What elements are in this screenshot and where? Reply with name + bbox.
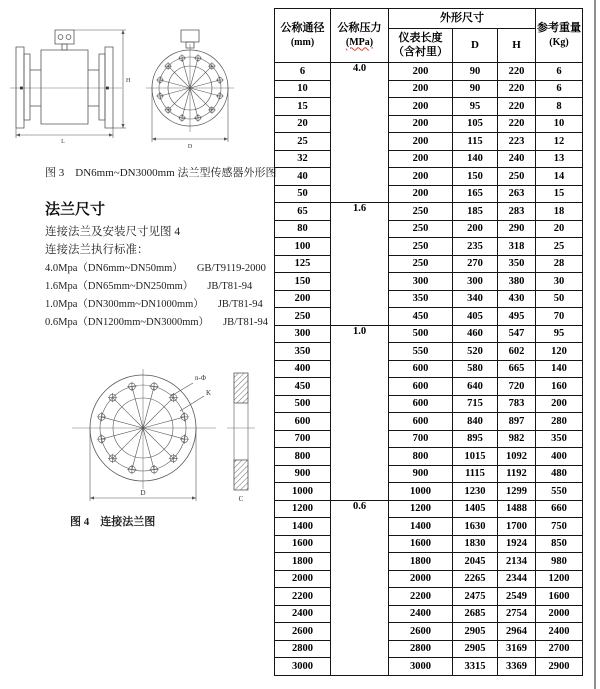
- cell-weight: 2400: [536, 623, 583, 641]
- table-row: [275, 220, 583, 238]
- cell-h: 2549: [498, 588, 536, 606]
- cell-d: 300: [453, 273, 498, 291]
- cell-dn: 50: [275, 185, 331, 203]
- page-edge-line: [594, 0, 596, 689]
- table-row: [275, 378, 583, 396]
- cell-weight: 10: [536, 115, 583, 133]
- cell-d: 150: [453, 168, 498, 186]
- cell-pressure: 0.6: [331, 500, 389, 675]
- figure3-caption: 图 3 DN6mm~DN3000mm 法兰型传感器外形图: [45, 167, 277, 179]
- cell-dn: 15: [275, 98, 331, 116]
- cell-weight: 95: [536, 325, 583, 343]
- cell-h: 3369: [498, 658, 536, 676]
- col-header-weight: 参考重量 (Kg): [536, 9, 583, 63]
- table-row: [275, 640, 583, 658]
- cell-dn: 2000: [275, 570, 331, 588]
- standard-range: 1.6Mpa（DN65mm~DN250mm）: [45, 281, 194, 292]
- cell-weight: 30: [536, 273, 583, 291]
- cell-h: 2964: [498, 623, 536, 641]
- cell-dn: 20: [275, 115, 331, 133]
- cell-d: 1015: [453, 448, 498, 466]
- cell-weight: 13: [536, 150, 583, 168]
- cell-d: 460: [453, 325, 498, 343]
- cell-length: 600: [389, 395, 453, 413]
- cell-h: 283: [498, 203, 536, 221]
- cell-weight: 660: [536, 500, 583, 518]
- cell-h: 1488: [498, 500, 536, 518]
- cell-dn: 300: [275, 325, 331, 343]
- cell-h: 665: [498, 360, 536, 378]
- cell-dn: 150: [275, 273, 331, 291]
- table-row: [275, 133, 583, 151]
- cell-h: 430: [498, 290, 536, 308]
- standard-range: 0.6Mpa（DN1200mm~DN3000mm）: [45, 317, 210, 328]
- cell-length: 900: [389, 465, 453, 483]
- cell-weight: 2900: [536, 658, 583, 676]
- cell-dn: 2200: [275, 588, 331, 606]
- cell-dn: 350: [275, 343, 331, 361]
- label-n-phi: n-Φ: [195, 374, 206, 382]
- table-body: [275, 63, 583, 676]
- cell-length: 2200: [389, 588, 453, 606]
- table-row: [275, 238, 583, 256]
- cell-weight: 8: [536, 98, 583, 116]
- cell-d: 340: [453, 290, 498, 308]
- cell-d: 1115: [453, 465, 498, 483]
- table-row: [275, 63, 583, 81]
- figure4-flange-drawing: [30, 355, 270, 510]
- cell-length: 1800: [389, 553, 453, 571]
- cell-d: 90: [453, 80, 498, 98]
- table-row: [275, 448, 583, 466]
- cell-h: 495: [498, 308, 536, 326]
- cell-d: 1230: [453, 483, 498, 501]
- cell-h: 1299: [498, 483, 536, 501]
- flange-note-line2: 连接法兰执行标准：: [45, 244, 149, 256]
- dim-label-d: D: [187, 144, 193, 150]
- cell-dn: 900: [275, 465, 331, 483]
- cell-h: 547: [498, 325, 536, 343]
- standard-code: JB/T81-94: [217, 299, 263, 310]
- table-row: [275, 168, 583, 186]
- cell-dn: 3000: [275, 658, 331, 676]
- cell-weight: 2000: [536, 605, 583, 623]
- cell-weight: 850: [536, 535, 583, 553]
- cell-d: 165: [453, 185, 498, 203]
- cell-d: 140: [453, 150, 498, 168]
- table-row: [275, 518, 583, 536]
- cell-h: 720: [498, 378, 536, 396]
- cell-length: 200: [389, 98, 453, 116]
- cell-d: 200: [453, 220, 498, 238]
- cell-length: 600: [389, 413, 453, 431]
- figure4-caption: 图 4 连接法兰图: [70, 516, 156, 528]
- cell-dn: 2800: [275, 640, 331, 658]
- cell-weight: 750: [536, 518, 583, 536]
- cell-length: 250: [389, 255, 453, 273]
- cell-h: 380: [498, 273, 536, 291]
- cell-length: 200: [389, 133, 453, 151]
- table-row: [275, 255, 583, 273]
- flange-note-line1: 连接法兰及安装尺寸见图 4: [45, 226, 181, 238]
- table-row: [275, 325, 583, 343]
- cell-length: 600: [389, 360, 453, 378]
- cell-length: 200: [389, 168, 453, 186]
- cell-d: 95: [453, 98, 498, 116]
- cell-weight: 400: [536, 448, 583, 466]
- cell-length: 550: [389, 343, 453, 361]
- cell-weight: 2700: [536, 640, 583, 658]
- cell-d: 185: [453, 203, 498, 221]
- col-header-length: 仪表长度 （含衬里）: [389, 29, 453, 63]
- table-row: [275, 605, 583, 623]
- cell-d: 1405: [453, 500, 498, 518]
- cell-dn: 10: [275, 80, 331, 98]
- cell-length: 450: [389, 308, 453, 326]
- table-row: [275, 395, 583, 413]
- cell-dn: 600: [275, 413, 331, 431]
- table-row: [275, 80, 583, 98]
- cell-d: 2475: [453, 588, 498, 606]
- table-row: [275, 290, 583, 308]
- cell-length: 250: [389, 220, 453, 238]
- cell-h: 1092: [498, 448, 536, 466]
- cell-h: 263: [498, 185, 536, 203]
- cell-d: 1830: [453, 535, 498, 553]
- cell-dn: 400: [275, 360, 331, 378]
- cell-length: 3000: [389, 658, 453, 676]
- standard-line: [45, 278, 252, 293]
- label-k: K: [206, 389, 212, 397]
- cell-length: 350: [389, 290, 453, 308]
- table-row: [275, 115, 583, 133]
- cell-d: 115: [453, 133, 498, 151]
- cell-length: 500: [389, 325, 453, 343]
- cell-d: 2905: [453, 623, 498, 641]
- cell-weight: 160: [536, 378, 583, 396]
- cell-d: 1630: [453, 518, 498, 536]
- cell-dn: 1000: [275, 483, 331, 501]
- mpa-spellcheck-squiggle: (MPa): [345, 36, 374, 48]
- col-header-outline-size: 外形尺寸: [389, 9, 536, 29]
- cell-length: 800: [389, 448, 453, 466]
- cell-weight: 6: [536, 80, 583, 98]
- cell-weight: 980: [536, 553, 583, 571]
- cell-h: 2134: [498, 553, 536, 571]
- cell-d: 90: [453, 63, 498, 81]
- table-row: [275, 203, 583, 221]
- cell-weight: 480: [536, 465, 583, 483]
- flange-size-heading: 法兰尺寸: [45, 202, 106, 218]
- table-row: [275, 360, 583, 378]
- cell-weight: 200: [536, 395, 583, 413]
- cell-dn: 125: [275, 255, 331, 273]
- cell-d: 2685: [453, 605, 498, 623]
- cell-weight: 12: [536, 133, 583, 151]
- cell-dn: 1400: [275, 518, 331, 536]
- table-row: [275, 413, 583, 431]
- table-row: [275, 535, 583, 553]
- cell-d: 2905: [453, 640, 498, 658]
- cell-length: 200: [389, 185, 453, 203]
- cell-h: 220: [498, 63, 536, 81]
- cell-weight: 120: [536, 343, 583, 361]
- cell-weight: 280: [536, 413, 583, 431]
- cell-length: 300: [389, 273, 453, 291]
- col-header-dn: 公称通径 (mm): [275, 9, 331, 63]
- cell-dn: 6: [275, 63, 331, 81]
- cell-dn: 450: [275, 378, 331, 396]
- figure3-sensor-drawing: [0, 18, 270, 170]
- header-row-1: [275, 9, 583, 29]
- cell-length: 600: [389, 378, 453, 396]
- cell-h: 783: [498, 395, 536, 413]
- cell-length: 200: [389, 115, 453, 133]
- dim-label-h: H: [126, 78, 131, 84]
- cell-weight: 25: [536, 238, 583, 256]
- cell-h: 602: [498, 343, 536, 361]
- cell-weight: 14: [536, 168, 583, 186]
- cell-weight: 6: [536, 63, 583, 81]
- table-row: [275, 343, 583, 361]
- cell-pressure: 4.0: [331, 63, 389, 203]
- cell-h: 220: [498, 80, 536, 98]
- cell-weight: 350: [536, 430, 583, 448]
- cell-d: 895: [453, 430, 498, 448]
- cell-dn: 32: [275, 150, 331, 168]
- cell-length: 250: [389, 238, 453, 256]
- cell-h: 1192: [498, 465, 536, 483]
- cell-weight: 70: [536, 308, 583, 326]
- col-header-h: H: [498, 29, 536, 63]
- label-d: D: [140, 489, 146, 497]
- cell-length: 2400: [389, 605, 453, 623]
- cell-dn: 25: [275, 133, 331, 151]
- cell-dn: 1800: [275, 553, 331, 571]
- cell-h: 897: [498, 413, 536, 431]
- cell-d: 235: [453, 238, 498, 256]
- cell-weight: 550: [536, 483, 583, 501]
- cell-dn: 800: [275, 448, 331, 466]
- cell-length: 700: [389, 430, 453, 448]
- standard-range: 1.0Mpa（DN300mm~DN1000mm）: [45, 299, 204, 310]
- cell-length: 2600: [389, 623, 453, 641]
- cell-d: 405: [453, 308, 498, 326]
- cell-h: 290: [498, 220, 536, 238]
- cell-dn: 250: [275, 308, 331, 326]
- cell-h: 2754: [498, 605, 536, 623]
- table-row: [275, 623, 583, 641]
- cell-h: 3169: [498, 640, 536, 658]
- cell-pressure: 1.6: [331, 203, 389, 326]
- cell-dn: 700: [275, 430, 331, 448]
- cell-length: 2000: [389, 570, 453, 588]
- cell-weight: 18: [536, 203, 583, 221]
- cell-dn: 2400: [275, 605, 331, 623]
- table-row: [275, 500, 583, 518]
- cell-length: 200: [389, 80, 453, 98]
- cell-d: 105: [453, 115, 498, 133]
- table-row: [275, 98, 583, 116]
- cell-h: 250: [498, 168, 536, 186]
- cell-d: 840: [453, 413, 498, 431]
- cell-h: 318: [498, 238, 536, 256]
- cell-weight: 140: [536, 360, 583, 378]
- cell-d: 640: [453, 378, 498, 396]
- cell-weight: 50: [536, 290, 583, 308]
- cell-length: 2800: [389, 640, 453, 658]
- table-row: [275, 483, 583, 501]
- cell-d: 2045: [453, 553, 498, 571]
- cell-h: 223: [498, 133, 536, 151]
- flange-dimension-table: [274, 8, 583, 676]
- cell-h: 1924: [498, 535, 536, 553]
- cell-length: 200: [389, 63, 453, 81]
- table-row: [275, 588, 583, 606]
- standard-code: GB/T9119-2000: [196, 263, 266, 274]
- cell-h: 1700: [498, 518, 536, 536]
- table-row: [275, 553, 583, 571]
- cell-h: 220: [498, 98, 536, 116]
- cell-h: 2344: [498, 570, 536, 588]
- cell-h: 982: [498, 430, 536, 448]
- label-c: C: [238, 495, 244, 503]
- cell-d: 2265: [453, 570, 498, 588]
- cell-dn: 1600: [275, 535, 331, 553]
- cell-dn: 65: [275, 203, 331, 221]
- cell-d: 715: [453, 395, 498, 413]
- cell-dn: 80: [275, 220, 331, 238]
- dim-label-l: L: [61, 139, 65, 145]
- standard-code: JB/T81-94: [223, 317, 268, 328]
- table-row: [275, 465, 583, 483]
- table-row: [275, 658, 583, 676]
- cell-length: 1600: [389, 535, 453, 553]
- cell-weight: 1600: [536, 588, 583, 606]
- cell-d: 3315: [453, 658, 498, 676]
- cell-h: 240: [498, 150, 536, 168]
- table-row: [275, 308, 583, 326]
- cell-dn: 100: [275, 238, 331, 256]
- cell-d: 520: [453, 343, 498, 361]
- cell-dn: 40: [275, 168, 331, 186]
- standard-range: 4.0Mpa（DN6mm~DN50mm）: [45, 263, 183, 274]
- table-row: [275, 185, 583, 203]
- cell-dn: 2600: [275, 623, 331, 641]
- cell-length: 1400: [389, 518, 453, 536]
- cell-weight: 15: [536, 185, 583, 203]
- table-row: [275, 273, 583, 291]
- standard-code: JB/T81-94: [207, 281, 253, 292]
- cell-d: 270: [453, 255, 498, 273]
- standard-line: [45, 260, 266, 275]
- cell-pressure: 1.0: [331, 325, 389, 500]
- cell-dn: 200: [275, 290, 331, 308]
- standard-line: [45, 314, 268, 329]
- col-header-pressure: 公称压力 (MPa): [331, 9, 389, 63]
- table-row: [275, 150, 583, 168]
- table-row: [275, 430, 583, 448]
- cell-length: 1200: [389, 500, 453, 518]
- cell-length: 1000: [389, 483, 453, 501]
- cell-length: 200: [389, 150, 453, 168]
- cell-weight: 1200: [536, 570, 583, 588]
- cell-weight: 28: [536, 255, 583, 273]
- cell-weight: 20: [536, 220, 583, 238]
- cell-dn: 500: [275, 395, 331, 413]
- cell-d: 580: [453, 360, 498, 378]
- cell-h: 220: [498, 115, 536, 133]
- cell-dn: 1200: [275, 500, 331, 518]
- col-header-d: D: [453, 29, 498, 63]
- cell-h: 350: [498, 255, 536, 273]
- standard-line: [45, 296, 263, 311]
- cell-length: 250: [389, 203, 453, 221]
- table-row: [275, 570, 583, 588]
